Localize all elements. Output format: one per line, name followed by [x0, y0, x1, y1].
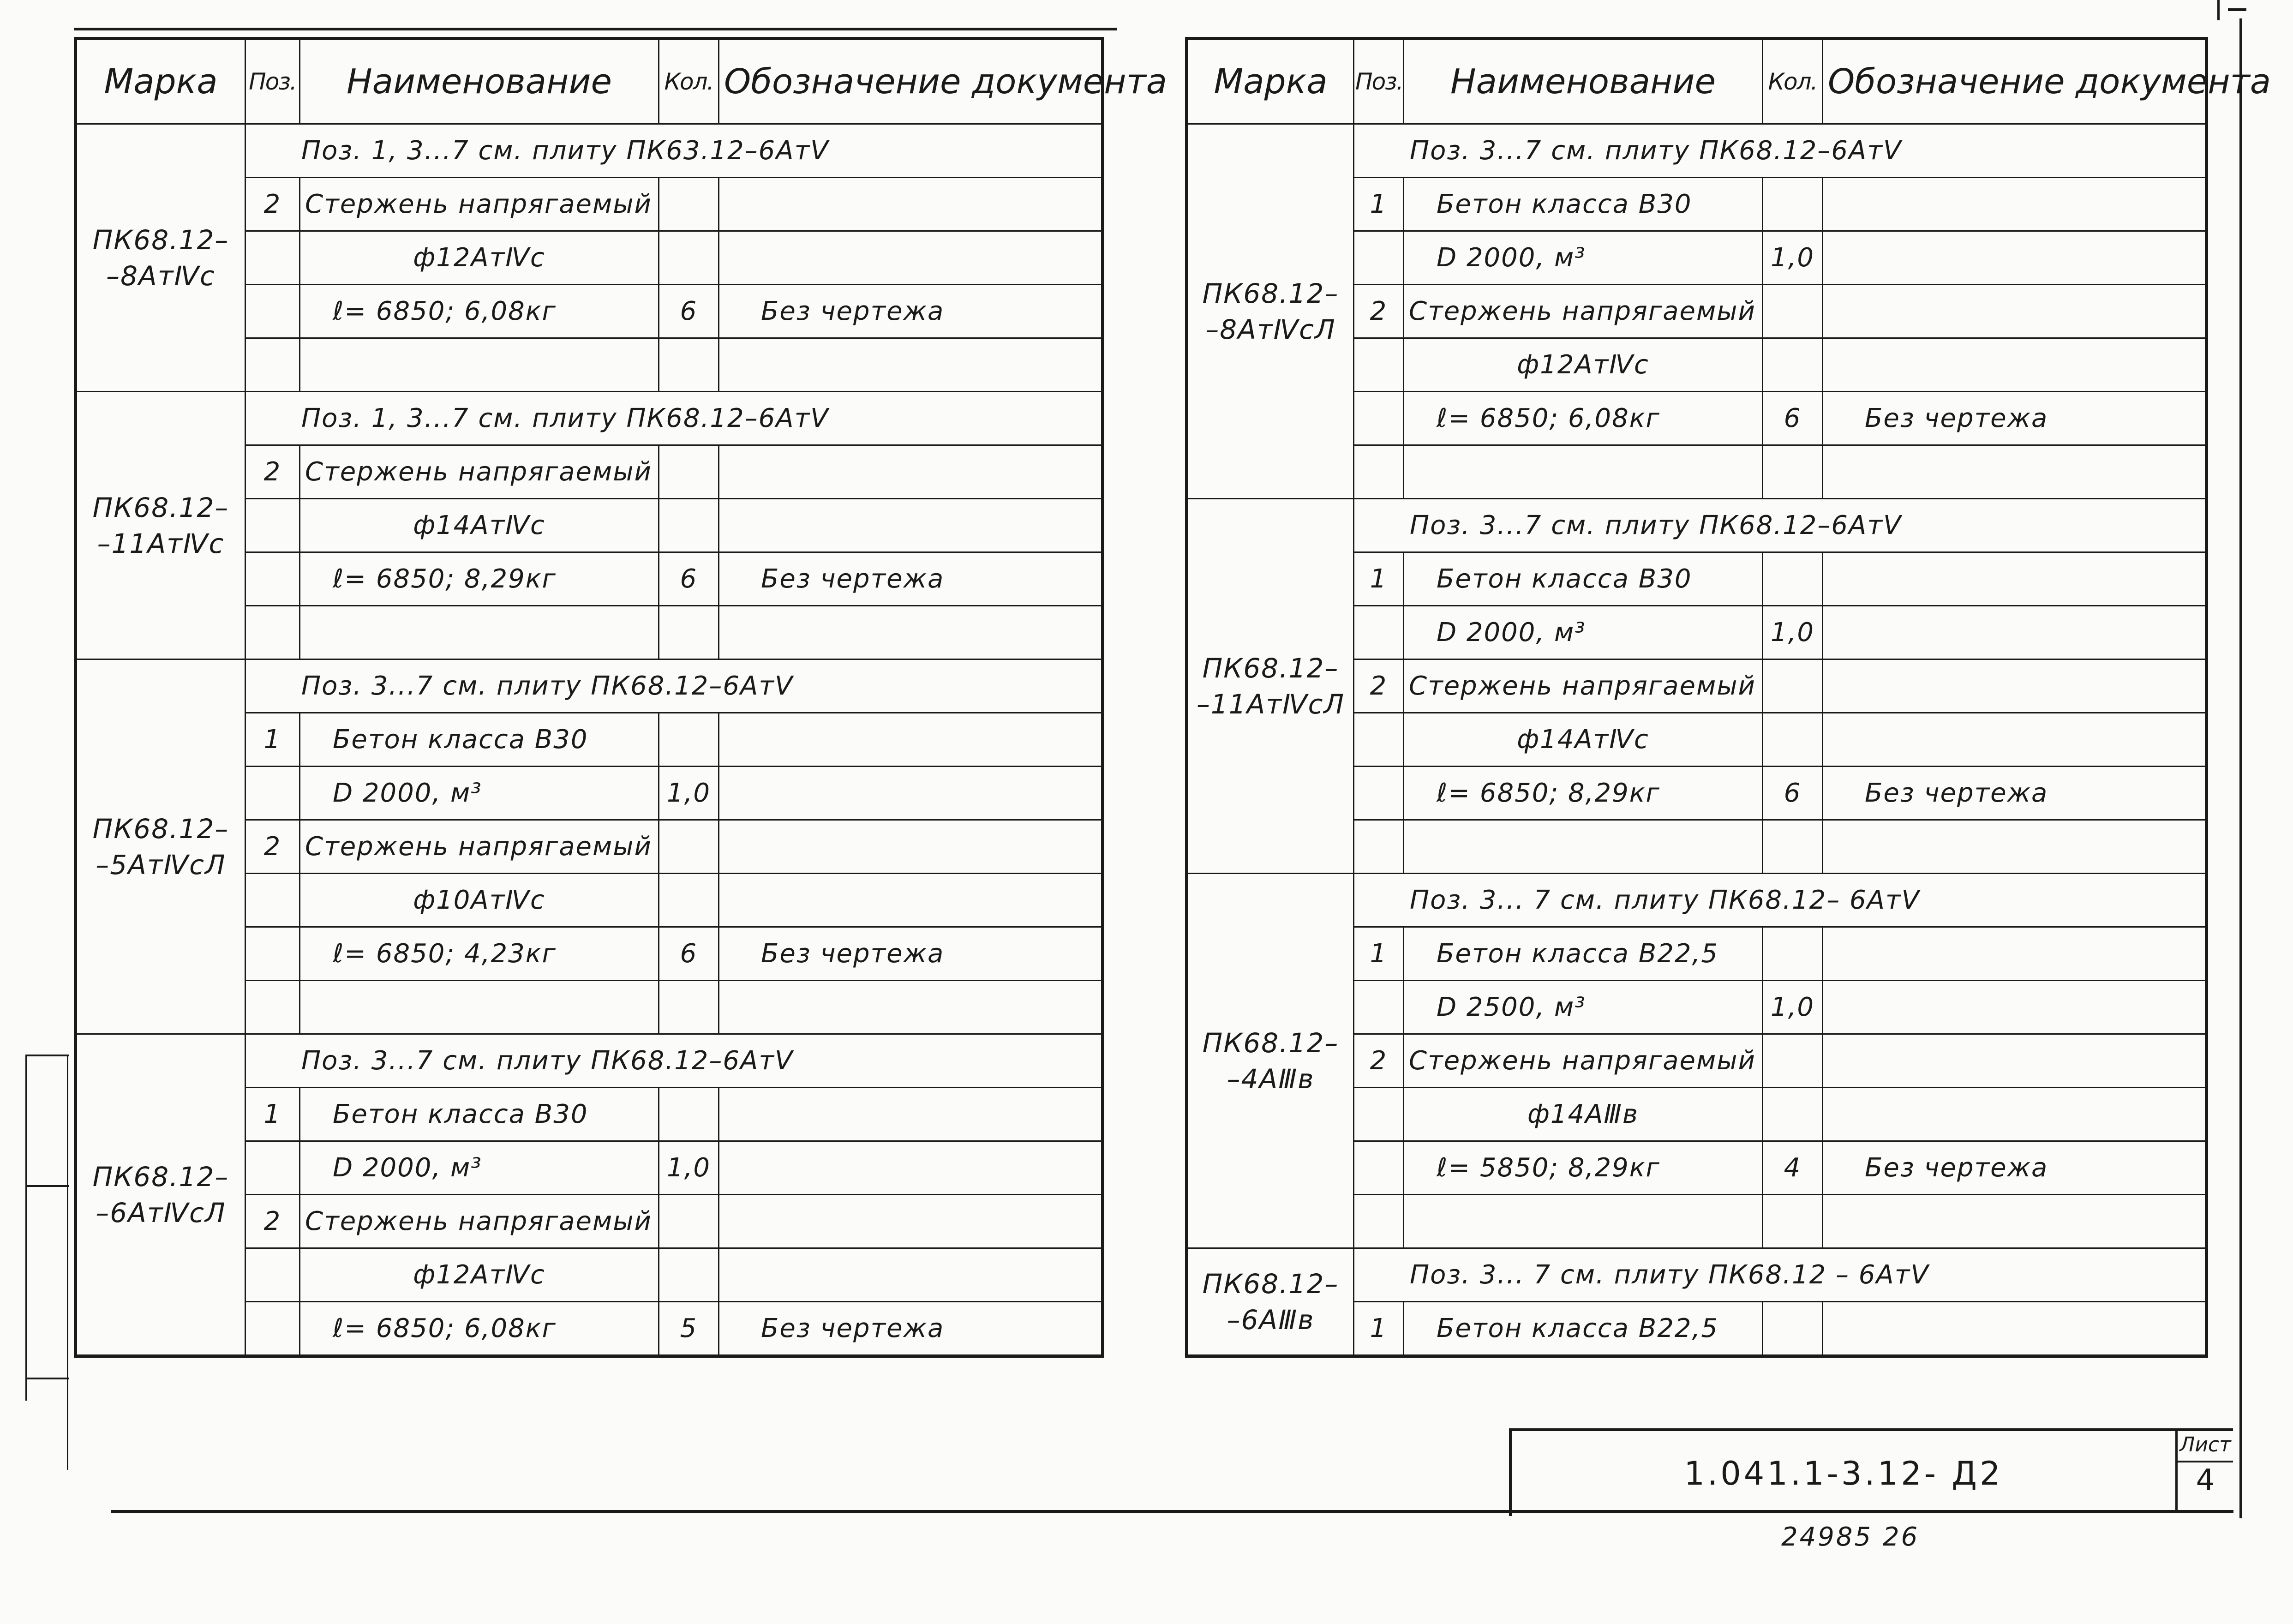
quantity-cell: [659, 606, 719, 659]
title-block: [1509, 1428, 2233, 1516]
right-frame-line: [2239, 18, 2242, 1518]
document-cell: [719, 606, 1103, 659]
table-row: [76, 1034, 1103, 1088]
quantity-cell: [659, 445, 719, 499]
table-row: [76, 124, 1103, 178]
name-cell: Стержень напрягаемый: [300, 1195, 659, 1248]
quantity-cell: 1,0: [659, 767, 719, 820]
document-cell: Без чертежа: [1823, 392, 2207, 445]
position-cell: 1: [245, 1088, 300, 1141]
position-cell: [245, 1302, 300, 1356]
table-row: [76, 659, 1103, 713]
position-cell: [1354, 1088, 1404, 1141]
position-cell: 2: [1354, 1034, 1404, 1088]
position-cell: 2: [245, 445, 300, 499]
header-name: Наименование: [300, 39, 659, 124]
position-cell: [1354, 338, 1404, 392]
name-cell: ф10АтⅣс: [300, 874, 659, 927]
document-cell: [1823, 1302, 2207, 1356]
mark-cell: ПК68.12– –4АⅢв: [1187, 874, 1354, 1248]
quantity-cell: [1763, 445, 1823, 499]
quantity-cell: [659, 231, 719, 285]
reference-cell: Поз. 1, 3...7 см. плиту ПК68.12–6АтⅤ: [245, 392, 1103, 445]
quantity-cell: [1763, 1088, 1823, 1141]
document-cell: Без чертежа: [719, 552, 1103, 606]
name-cell: ℓ= 6850; 6,08кг: [300, 1302, 659, 1356]
name-cell: Стержень напрягаемый: [300, 178, 659, 231]
position-cell: [245, 927, 300, 981]
quantity-cell: [1763, 820, 1823, 874]
quantity-cell: [659, 981, 719, 1034]
quantity-cell: [659, 713, 719, 767]
quantity-cell: 1,0: [1763, 231, 1823, 285]
position-cell: [1354, 820, 1404, 874]
quantity-cell: 6: [1763, 392, 1823, 445]
name-cell: ℓ= 5850; 8,29кг: [1404, 1141, 1763, 1195]
document-cell: [1823, 927, 2207, 981]
sheet-cell: [2175, 1431, 2233, 1513]
document-cell: [719, 767, 1103, 820]
header-row: [1187, 39, 2207, 124]
document-cell: [1823, 1195, 2207, 1248]
quantity-cell: 6: [1763, 767, 1823, 820]
table-row: [1187, 1248, 2207, 1302]
quantity-cell: [1763, 659, 1823, 713]
table-row: [1187, 874, 2207, 927]
position-cell: 2: [1354, 659, 1404, 713]
name-cell: Бетон класса В30: [1404, 552, 1763, 606]
quantity-cell: [1763, 552, 1823, 606]
document-cell: [1823, 285, 2207, 338]
position-cell: [245, 338, 300, 392]
quantity-cell: 6: [659, 552, 719, 606]
quantity-cell: [659, 338, 719, 392]
document-cell: [1823, 659, 2207, 713]
position-cell: 2: [245, 820, 300, 874]
archive-number: 24985 26: [1781, 1522, 1920, 1552]
document-cell: [719, 499, 1103, 552]
specification-table-left: [74, 37, 1167, 1358]
quantity-cell: [1763, 178, 1823, 231]
name-cell: ф12АтⅣс: [1404, 338, 1763, 392]
document-cell: [1823, 552, 2207, 606]
table-row: [76, 392, 1103, 445]
position-cell: [1354, 445, 1404, 499]
name-cell: [300, 338, 659, 392]
name-cell: ф14АⅢв: [1404, 1088, 1763, 1141]
name-cell: Бетон класса В30: [1404, 178, 1763, 231]
document-cell: [719, 713, 1103, 767]
mark-cell: ПК68.12– –8АтⅣс: [76, 124, 245, 392]
document-cell: [1823, 445, 2207, 499]
document-cell: Без чертежа: [1823, 1141, 2207, 1195]
reference-cell: Поз. 3... 7 см. плиту ПК68.12– 6АтⅤ: [1354, 874, 2207, 927]
position-cell: [245, 285, 300, 338]
name-cell: [300, 606, 659, 659]
quantity-cell: [1763, 285, 1823, 338]
position-cell: [1354, 767, 1404, 820]
quantity-cell: [1763, 1302, 1823, 1356]
name-cell: [300, 981, 659, 1034]
name-cell: ф14АтⅣс: [300, 499, 659, 552]
document-cell: [719, 1248, 1103, 1302]
name-cell: ℓ= 6850; 6,08кг: [300, 285, 659, 338]
corner-mark: [2217, 0, 2247, 20]
header-qty: Кол.: [659, 39, 719, 124]
document-cell: [1823, 713, 2207, 767]
header-row: [76, 39, 1103, 124]
specification-table-right: [1185, 37, 2271, 1358]
position-cell: [1354, 1141, 1404, 1195]
quantity-cell: 1,0: [1763, 981, 1823, 1034]
name-cell: D 2000, м³: [1404, 231, 1763, 285]
header-name: Наименование: [1404, 39, 1763, 124]
document-cell: [1823, 338, 2207, 392]
document-cell: [1823, 1088, 2207, 1141]
top-frame-line: [74, 28, 1117, 30]
reference-cell: Поз. 3...7 см. плиту ПК68.12–6АтⅤ: [245, 659, 1103, 713]
header-doc: Обозначение документа: [719, 39, 1103, 124]
name-cell: Бетон класса В22,5: [1404, 1302, 1763, 1356]
position-cell: 1: [1354, 1302, 1404, 1356]
position-cell: [245, 231, 300, 285]
document-cell: Без чертежа: [719, 285, 1103, 338]
quantity-cell: 6: [659, 927, 719, 981]
mark-cell: ПК68.12– –5АтⅣсЛ: [76, 659, 245, 1034]
quantity-cell: [659, 178, 719, 231]
document-cell: [719, 820, 1103, 874]
mark-cell: ПК68.12– –8АтⅣсЛ: [1187, 124, 1354, 499]
position-cell: [245, 767, 300, 820]
document-cell: [1823, 178, 2207, 231]
quantity-cell: 1,0: [659, 1141, 719, 1195]
position-cell: [1354, 713, 1404, 767]
position-cell: 1: [1354, 927, 1404, 981]
name-cell: [1404, 1195, 1763, 1248]
position-cell: [245, 1248, 300, 1302]
quantity-cell: 1,0: [1763, 606, 1823, 659]
name-cell: Стержень напрягаемый: [1404, 285, 1763, 338]
document-cell: [719, 338, 1103, 392]
position-cell: [1354, 231, 1404, 285]
document-cell: [719, 231, 1103, 285]
document-code: 1.041.1-3.12- Д2: [1684, 1455, 2003, 1492]
document-cell: [719, 1141, 1103, 1195]
name-cell: Стержень напрягаемый: [300, 820, 659, 874]
document-cell: [719, 445, 1103, 499]
quantity-cell: 6: [659, 285, 719, 338]
quantity-cell: [659, 1248, 719, 1302]
document-cell: [719, 981, 1103, 1034]
name-cell: D 2500, м³: [1404, 981, 1763, 1034]
sheet-label: Лист: [2178, 1433, 2233, 1462]
reference-cell: Поз. 3...7 см. плиту ПК68.12–6АтⅤ: [1354, 499, 2207, 552]
mark-cell: ПК68.12– –6АⅢв: [1187, 1248, 1354, 1356]
mark-cell: ПК68.12– –6АтⅣсЛ: [76, 1034, 245, 1356]
header-qty: Кол.: [1763, 39, 1823, 124]
name-cell: ф12АтⅣс: [300, 1248, 659, 1302]
quantity-cell: 5: [659, 1302, 719, 1356]
bottom-frame-line: [111, 1510, 2233, 1513]
position-cell: [1354, 392, 1404, 445]
binding-margin-stamp: [25, 1055, 69, 1401]
document-cell: Без чертежа: [719, 927, 1103, 981]
name-cell: ф14АтⅣс: [1404, 713, 1763, 767]
header-doc: Обозначение документа: [1823, 39, 2207, 124]
position-cell: [245, 499, 300, 552]
name-cell: Бетон класса В30: [300, 713, 659, 767]
document-cell: [1823, 1034, 2207, 1088]
position-cell: 1: [1354, 178, 1404, 231]
position-cell: [245, 874, 300, 927]
quantity-cell: [1763, 927, 1823, 981]
mark-cell: ПК68.12– –11АтⅣсЛ: [1187, 499, 1354, 874]
name-cell: D 2000, м³: [300, 1141, 659, 1195]
position-cell: [245, 606, 300, 659]
document-cell: [1823, 606, 2207, 659]
document-cell: [719, 178, 1103, 231]
position-cell: 1: [245, 713, 300, 767]
header-pos: Поз.: [1354, 39, 1404, 124]
header-mark: Марка: [76, 39, 245, 124]
reference-cell: Поз. 3...7 см. плиту ПК68.12–6АтⅤ: [1354, 124, 2207, 178]
document-cell: [719, 874, 1103, 927]
quantity-cell: [1763, 1034, 1823, 1088]
position-cell: 2: [1354, 285, 1404, 338]
reference-cell: Поз. 1, 3...7 см. плиту ПК63.12–6АтⅤ: [245, 124, 1103, 178]
sheet-number: 4: [2196, 1463, 2215, 1498]
document-cell: Без чертежа: [1823, 767, 2207, 820]
document-cell: [1823, 231, 2207, 285]
position-cell: [245, 552, 300, 606]
name-cell: ℓ= 6850; 8,29кг: [1404, 767, 1763, 820]
name-cell: Стержень напрягаемый: [1404, 1034, 1763, 1088]
name-cell: Стержень напрягаемый: [1404, 659, 1763, 713]
name-cell: Стержень напрягаемый: [300, 445, 659, 499]
quantity-cell: [1763, 1195, 1823, 1248]
quantity-cell: [1763, 338, 1823, 392]
position-cell: [1354, 606, 1404, 659]
name-cell: Бетон класса В22,5: [1404, 927, 1763, 981]
position-cell: 1: [1354, 552, 1404, 606]
name-cell: ℓ= 6850; 8,29кг: [300, 552, 659, 606]
document-cell: Без чертежа: [719, 1302, 1103, 1356]
name-cell: D 2000, м³: [300, 767, 659, 820]
quantity-cell: [1763, 713, 1823, 767]
document-cell: [1823, 981, 2207, 1034]
quantity-cell: [659, 1088, 719, 1141]
reference-cell: Поз. 3...7 см. плиту ПК68.12–6АтⅤ: [245, 1034, 1103, 1088]
position-cell: [245, 1141, 300, 1195]
table-row: [1187, 124, 2207, 178]
quantity-cell: [659, 499, 719, 552]
position-cell: [1354, 1195, 1404, 1248]
header-pos: Поз.: [245, 39, 300, 124]
quantity-cell: 4: [1763, 1141, 1823, 1195]
document-cell: [719, 1195, 1103, 1248]
name-cell: [1404, 820, 1763, 874]
position-cell: 2: [245, 178, 300, 231]
name-cell: [1404, 445, 1763, 499]
position-cell: [1354, 981, 1404, 1034]
quantity-cell: [659, 1195, 719, 1248]
name-cell: ℓ= 6850; 4,23кг: [300, 927, 659, 981]
quantity-cell: [659, 820, 719, 874]
header-mark: Марка: [1187, 39, 1354, 124]
reference-cell: Поз. 3... 7 см. плиту ПК68.12 – 6АтⅤ: [1354, 1248, 2207, 1302]
document-cell: [1823, 820, 2207, 874]
name-cell: ф12АтⅣс: [300, 231, 659, 285]
mark-cell: ПК68.12– –11АтⅣс: [76, 392, 245, 659]
name-cell: Бетон класса В30: [300, 1088, 659, 1141]
document-cell: [719, 1088, 1103, 1141]
name-cell: ℓ= 6850; 6,08кг: [1404, 392, 1763, 445]
table-row: [1187, 499, 2207, 552]
position-cell: 2: [245, 1195, 300, 1248]
quantity-cell: [659, 874, 719, 927]
name-cell: D 2000, м³: [1404, 606, 1763, 659]
position-cell: [245, 981, 300, 1034]
